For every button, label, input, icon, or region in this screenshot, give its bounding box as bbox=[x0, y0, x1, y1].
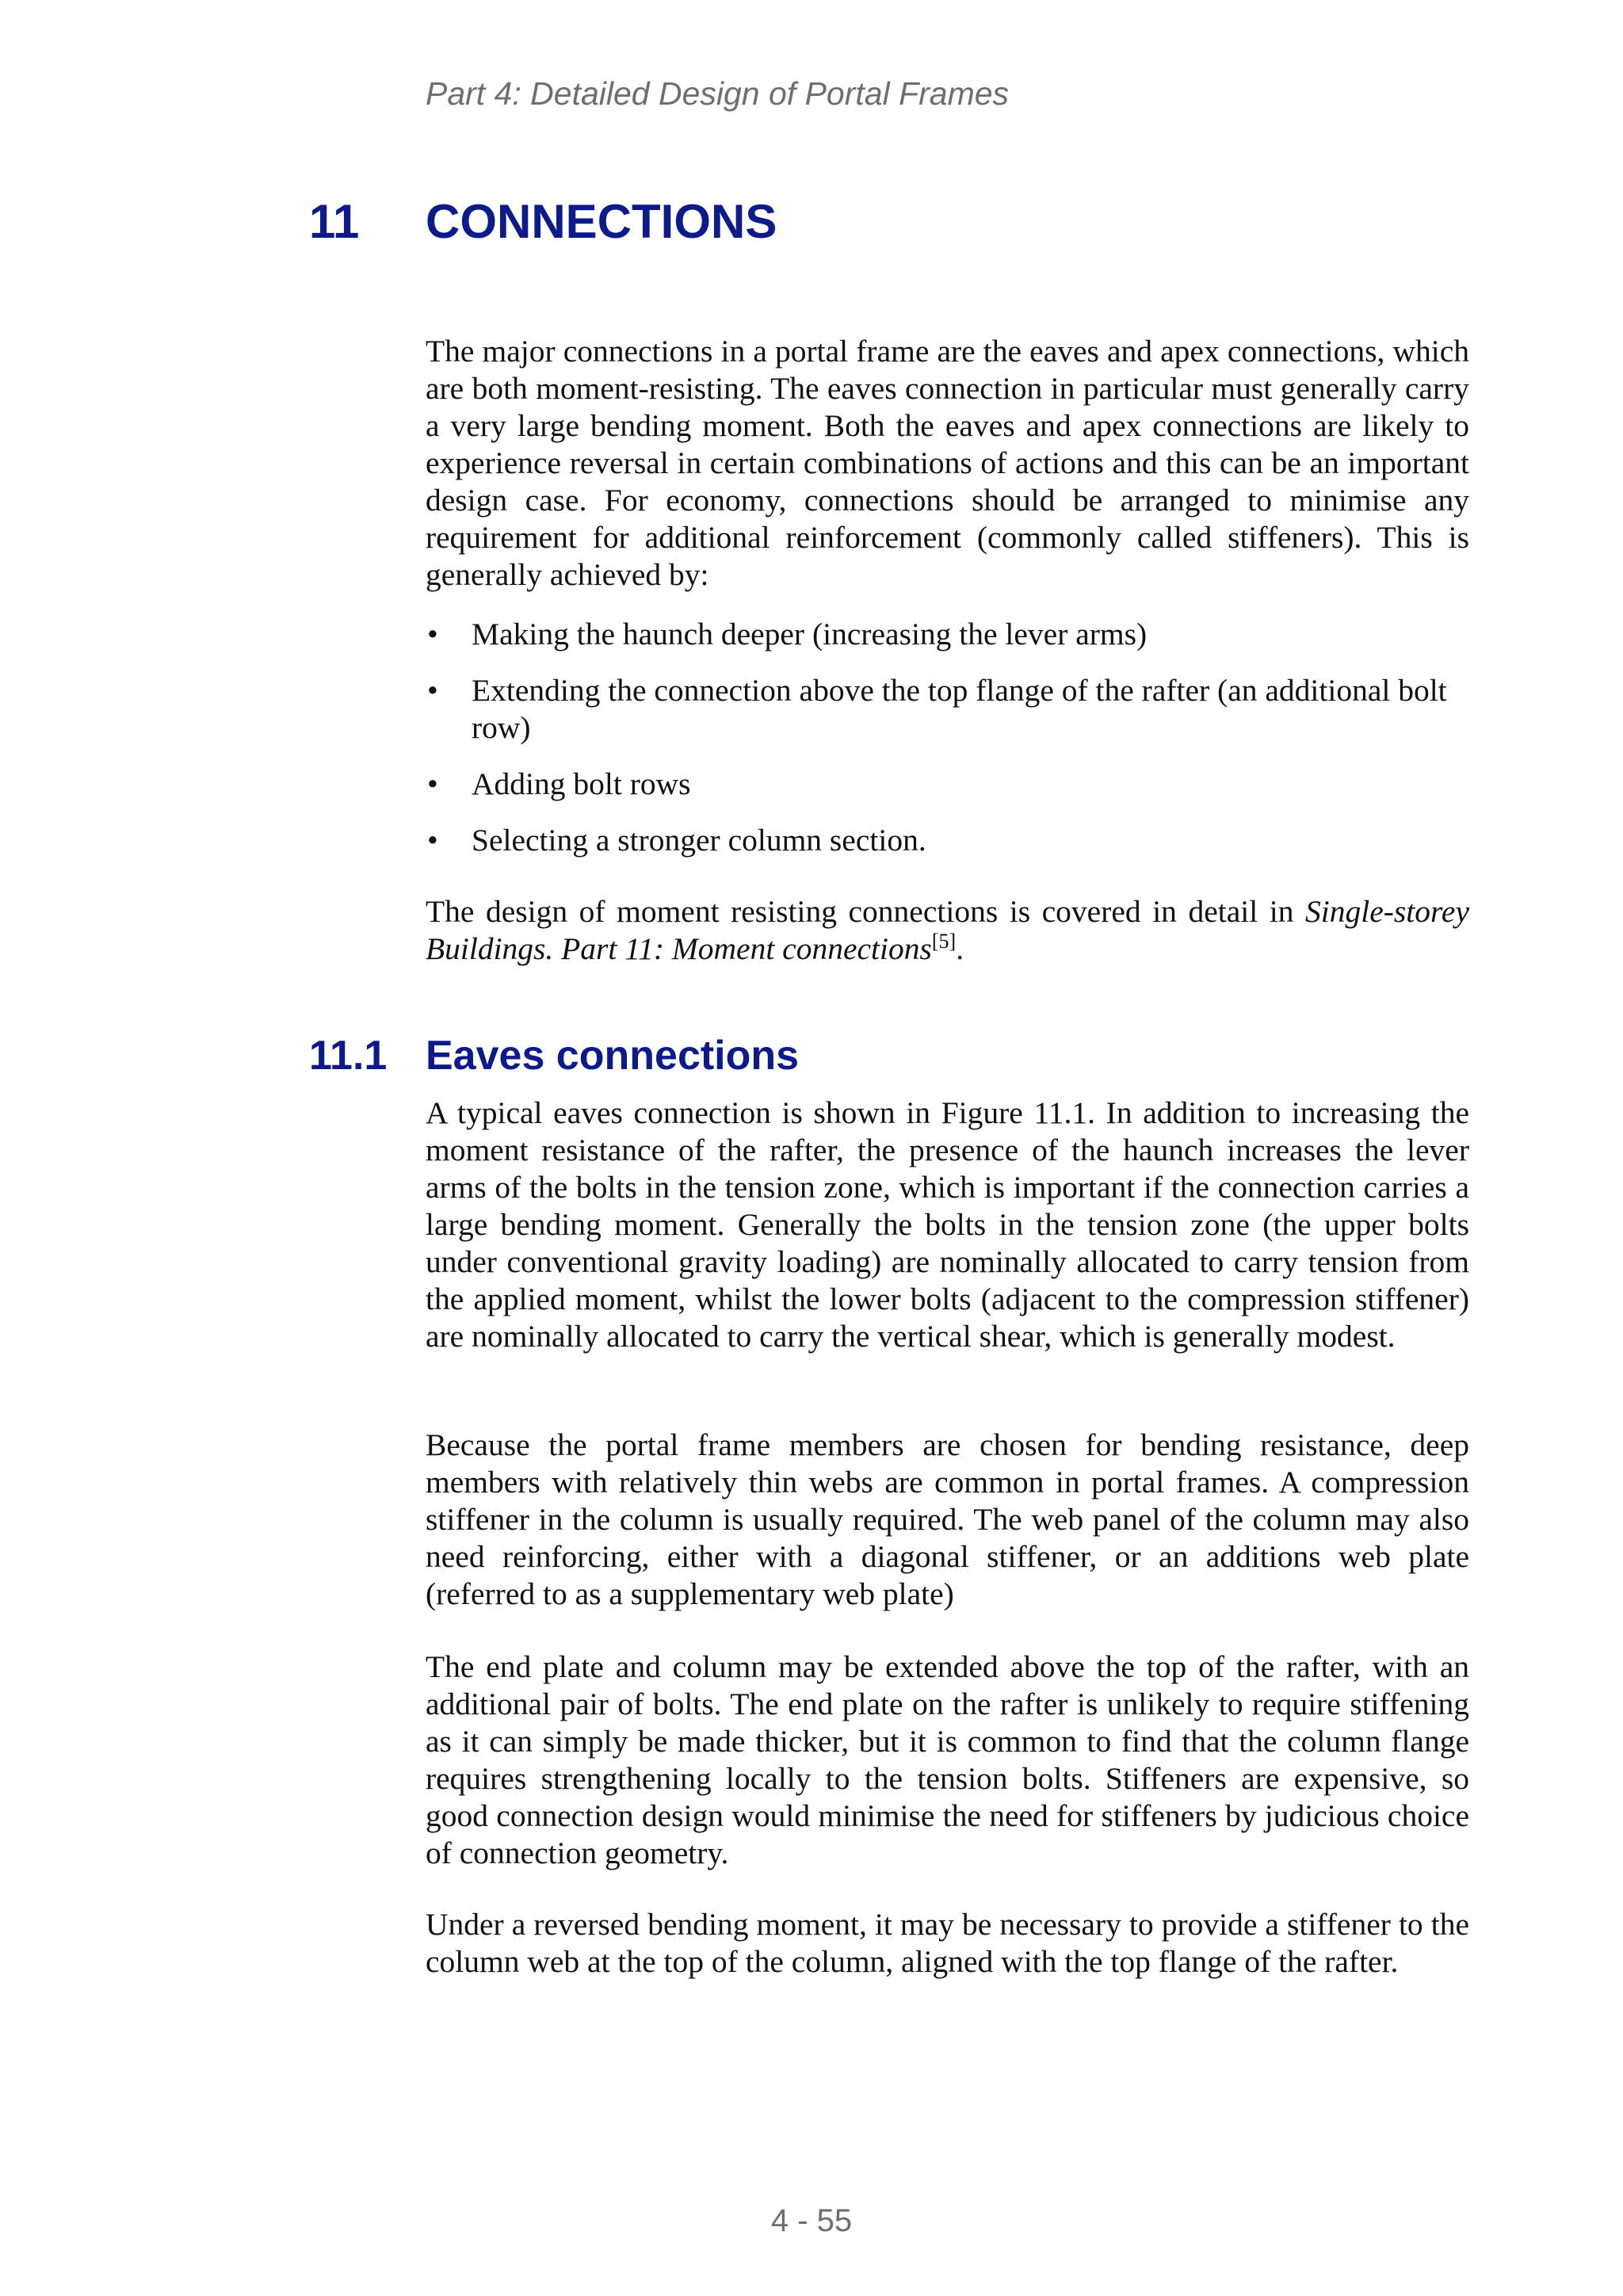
intro-paragraph-2 bbox=[426, 893, 1469, 968]
running-header: Part 4: Detailed Design of Portal Frames bbox=[426, 75, 1010, 112]
bullet-item bbox=[426, 822, 1469, 859]
bullet-text: Making the haunch deeper (increasing the lever arms) bbox=[472, 617, 1148, 651]
section-paragraph-3 bbox=[426, 1648, 1469, 1872]
bullet-text: Selecting a stronger column section. bbox=[472, 823, 926, 858]
intro-bullet-list bbox=[426, 616, 1469, 878]
intro-text: The major connections in a portal frame are the eaves and apex connections, which are both moment-resisting. The eaves connection in particular must generally carry a very large bending moment. Both the eaves and apex connections are likely to experience reversal in certain combinations of actions and this can be an important design case. For economy, connections should be arranged to minimise any requirement for additional reinforcement (commonly called stiffeners). This is generally achieved by: bbox=[426, 334, 1469, 592]
bullet-text: Adding bolt rows bbox=[472, 766, 691, 801]
paragraph-text: A typical eaves connection is shown in Figure 11.1. In addition to increasing the moment resistance of the rafter, the presence of the haunch increases the lever arms of the bolts in the tension zone, which is important if the connection carries a large bending moment. Generally the bolts in the tension zone (the upper bolts under conventional gravity loading) are nominally allocated to carry tension from the applied moment, whilst the lower bolts (adjacent to the compression stiffener) are nominally allocated to carry the vertical shear, which is generally modest. bbox=[426, 1095, 1469, 1354]
chapter-title: CONNECTIONS bbox=[426, 195, 777, 248]
section-title: Eaves connections bbox=[426, 1033, 800, 1079]
reference-lead-text: The design of moment resisting connections is covered in detail in bbox=[426, 894, 1306, 929]
paragraph-text: Under a reversed bending moment, it may be necessary to provide a stiffener to the column web at the top of the column, aligned with the top flange of the rafter. bbox=[426, 1907, 1469, 1979]
paragraph-text: The end plate and column may be extended above the top of the rafter, with an additional pair of bolts. The end plate on the rafter is unlikely to require stiffening as it can simply be made thicker, but it is common to find that the column flange requires strengthening locally to the tension bolts. Stiffeners are expensive, so good connection design would minimise the need for stiffeners by judicious choice of connection geometry. bbox=[426, 1649, 1469, 1870]
chapter-heading bbox=[309, 194, 777, 249]
bullet-item bbox=[426, 616, 1469, 653]
bullet-item bbox=[426, 672, 1469, 747]
bullet-marker: • bbox=[427, 617, 438, 651]
paragraph-text: Because the portal frame members are chosen for bending resistance, deep members with relatively thin webs are common in portal frames. A compression stiffener in the column is usually required. The web panel of the column may also need reinforcing, either with a diagonal stiffener, or an additions web plate (referred to as a supplementary web plate) bbox=[426, 1427, 1469, 1611]
chapter-number: 11 bbox=[309, 195, 360, 248]
reference-paragraph bbox=[426, 893, 1469, 968]
bullet-marker: • bbox=[427, 673, 438, 708]
section-paragraph-1 bbox=[426, 1095, 1469, 1355]
section-paragraph-2 bbox=[426, 1427, 1469, 1613]
reference-title: Single-storey Buildings. Part 11: Moment connections bbox=[426, 894, 1469, 966]
section-paragraph-4 bbox=[426, 1906, 1469, 1981]
bullet-item bbox=[426, 766, 1469, 803]
reference-end: . bbox=[956, 931, 964, 966]
section-heading bbox=[309, 1032, 799, 1079]
bullet-marker: • bbox=[427, 823, 438, 858]
bullet-marker: • bbox=[427, 766, 438, 801]
page-number: 4 - 55 bbox=[770, 2203, 853, 2238]
section-number: 11.1 bbox=[309, 1033, 388, 1079]
intro-paragraph-1 bbox=[426, 333, 1469, 594]
citation-marker: [5] bbox=[931, 930, 957, 953]
bullet-text: Extending the connection above the top flange of the rafter (an additional bolt row) bbox=[472, 673, 1447, 745]
